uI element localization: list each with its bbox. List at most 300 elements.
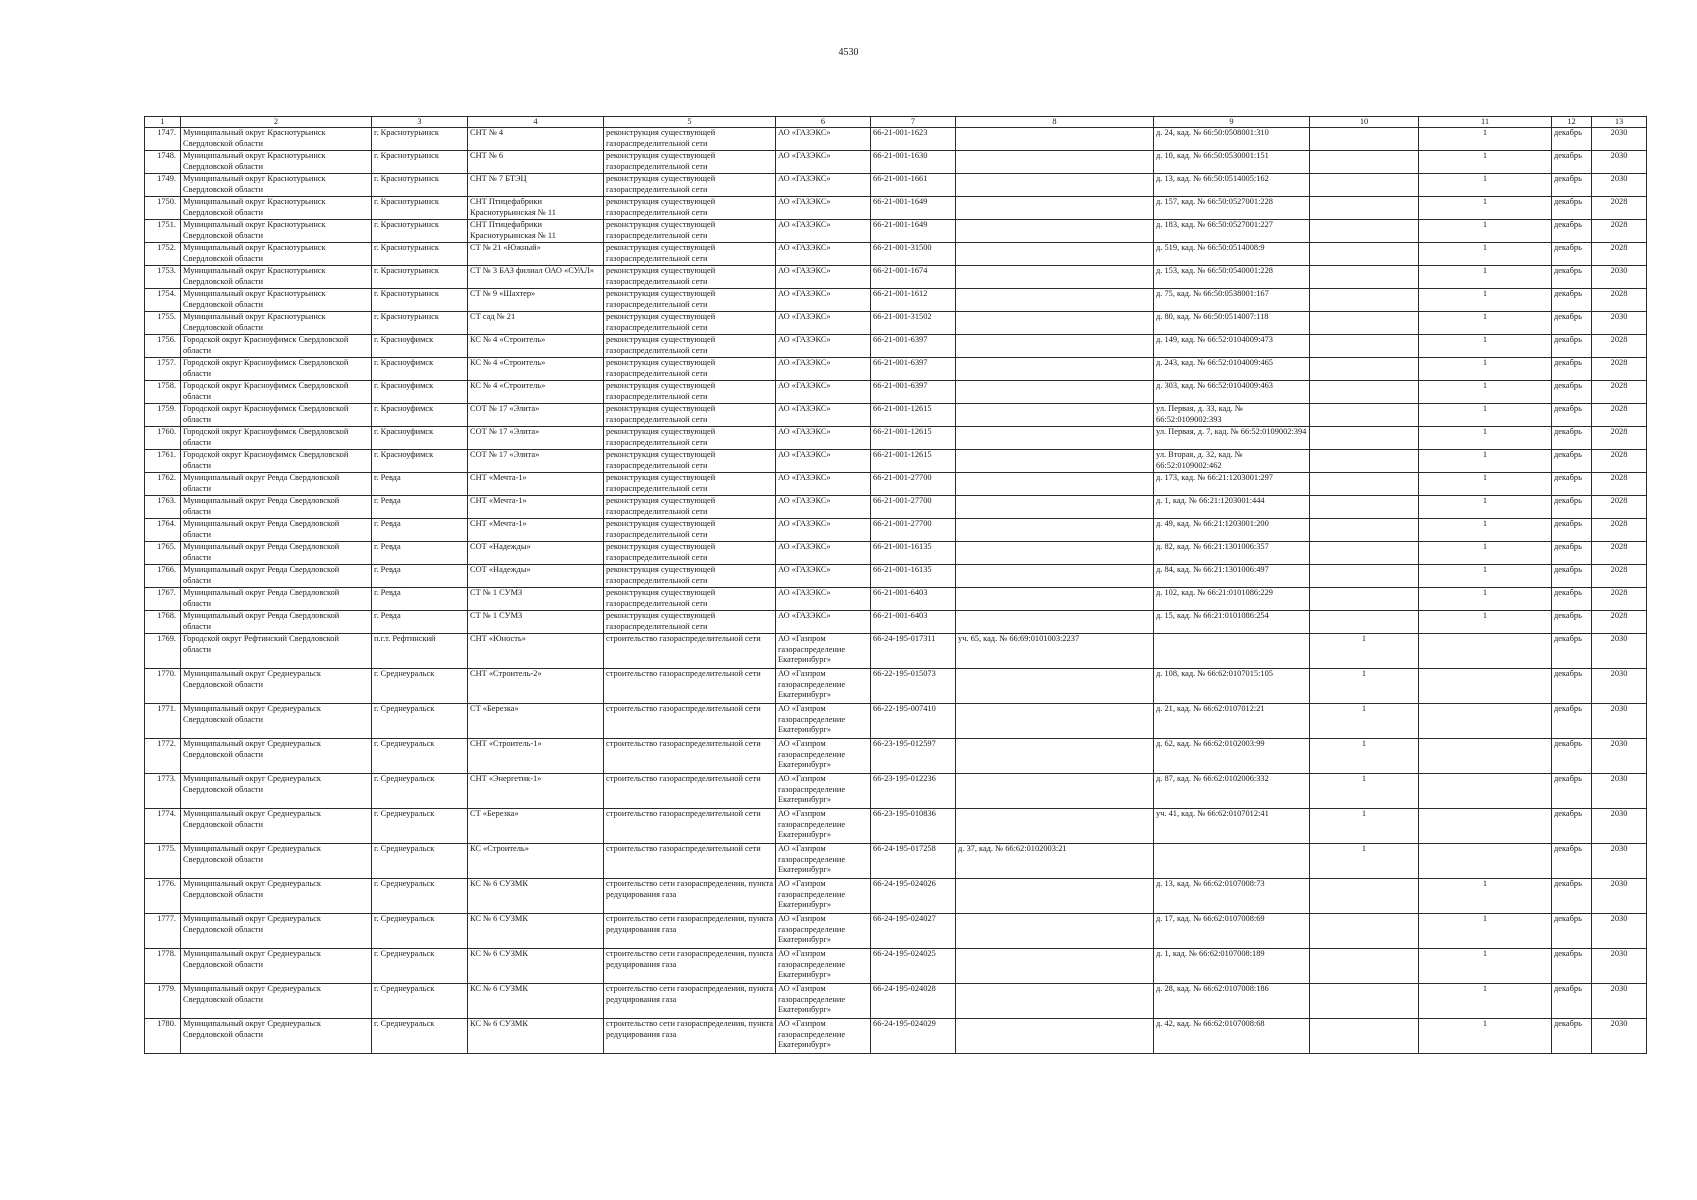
address-cell-9: д. 303, кад. № 66:52:0104009:463 bbox=[1154, 381, 1310, 404]
program-code-cell: 66-21-001-31502 bbox=[871, 312, 956, 335]
count-cell-11: 1 bbox=[1419, 381, 1552, 404]
address-cell-9: ул. Первая, д. 7, кад. № 66:52:0109002:394 bbox=[1154, 427, 1310, 450]
organization-cell: АО «Газпром газораспределение Екатеринбург» bbox=[776, 634, 871, 669]
row-number: 1774. bbox=[145, 809, 181, 844]
month-cell: декабрь bbox=[1552, 588, 1592, 611]
address-cell-9: д. 62, кад. № 66:62:0102003:99 bbox=[1154, 739, 1310, 774]
program-code-cell: 66-22-195-015073 bbox=[871, 669, 956, 704]
data-table bbox=[144, 116, 1647, 1054]
column-header: 5 bbox=[604, 117, 776, 128]
program-code-cell: 66-21-001-1630 bbox=[871, 151, 956, 174]
work-type-cell: реконструкция существующей газораспределительной сети bbox=[604, 335, 776, 358]
work-type-cell: реконструкция существующей газораспределительной сети bbox=[604, 496, 776, 519]
settlement-cell: г. Среднеуральск bbox=[372, 669, 468, 704]
object-cell: СНТ № 4 bbox=[468, 128, 604, 151]
municipality-cell: Муниципальный округ Среднеуральск Свердловской области bbox=[181, 844, 372, 879]
address-cell-9: уч. 41, кад. № 66:62:0107012:41 bbox=[1154, 809, 1310, 844]
address-cell-9: д. 21, кад. № 66:62:0107012:21 bbox=[1154, 704, 1310, 739]
program-code-cell: 66-24-195-024026 bbox=[871, 879, 956, 914]
count-cell-10: 1 bbox=[1310, 809, 1419, 844]
object-cell: СНТ «Мечта-1» bbox=[468, 519, 604, 542]
municipality-cell: Муниципальный округ Среднеуральск Свердловской области bbox=[181, 914, 372, 949]
settlement-cell: г. Ревда bbox=[372, 496, 468, 519]
organization-cell: АО «ГАЗЭКС» bbox=[776, 266, 871, 289]
address-cell-9: д. 84, кад. № 66:21:1301006:497 bbox=[1154, 565, 1310, 588]
count-cell-11: 1 bbox=[1419, 128, 1552, 151]
year-cell: 2028 bbox=[1592, 289, 1647, 312]
column-header: 13 bbox=[1592, 117, 1647, 128]
table-row bbox=[145, 809, 1647, 844]
program-code-cell: 66-21-001-31500 bbox=[871, 243, 956, 266]
organization-cell: АО «ГАЗЭКС» bbox=[776, 473, 871, 496]
table-row bbox=[145, 542, 1647, 565]
count-cell-11 bbox=[1419, 774, 1552, 809]
address-cell-9: д. 13, кад. № 66:50:0514005:162 bbox=[1154, 174, 1310, 197]
municipality-cell: Муниципальный округ Ревда Свердловской области bbox=[181, 519, 372, 542]
organization-cell: АО «Газпром газораспределение Екатеринбург» bbox=[776, 1019, 871, 1054]
settlement-cell: г. Краснотурьинск bbox=[372, 151, 468, 174]
count-cell-10 bbox=[1310, 312, 1419, 335]
address-cell-9: д. 149, кад. № 66:52:0104009:473 bbox=[1154, 335, 1310, 358]
program-code-cell: 66-21-001-27700 bbox=[871, 473, 956, 496]
municipality-cell: Городской округ Красноуфимск Свердловской области bbox=[181, 381, 372, 404]
organization-cell: АО «Газпром газораспределение Екатеринбург» bbox=[776, 774, 871, 809]
municipality-cell: Муниципальный округ Среднеуральск Свердловской области bbox=[181, 949, 372, 984]
settlement-cell: г. Красноуфимск bbox=[372, 358, 468, 381]
year-cell: 2030 bbox=[1592, 739, 1647, 774]
municipality-cell: Муниципальный округ Среднеуральск Свердловской области bbox=[181, 809, 372, 844]
program-code-cell: 66-21-001-16135 bbox=[871, 542, 956, 565]
row-number: 1760. bbox=[145, 427, 181, 450]
count-cell-10: 1 bbox=[1310, 739, 1419, 774]
count-cell-11: 1 bbox=[1419, 427, 1552, 450]
organization-cell: АО «Газпром газораспределение Екатеринбург» bbox=[776, 809, 871, 844]
row-number: 1776. bbox=[145, 879, 181, 914]
row-number: 1767. bbox=[145, 588, 181, 611]
year-cell: 2028 bbox=[1592, 197, 1647, 220]
column-header: 3 bbox=[372, 117, 468, 128]
municipality-cell: Муниципальный округ Ревда Свердловской области bbox=[181, 542, 372, 565]
program-code-cell: 66-23-195-010836 bbox=[871, 809, 956, 844]
month-cell: декабрь bbox=[1552, 914, 1592, 949]
object-cell: СНТ № 7 БТЭЦ bbox=[468, 174, 604, 197]
program-code-cell: 66-24-195-024029 bbox=[871, 1019, 956, 1054]
address-cell-8 bbox=[956, 473, 1154, 496]
settlement-cell: г. Краснотурьинск bbox=[372, 128, 468, 151]
address-cell-9: д. 108, кад. № 66:62:0107015:105 bbox=[1154, 669, 1310, 704]
month-cell: декабрь bbox=[1552, 984, 1592, 1019]
count-cell-10 bbox=[1310, 128, 1419, 151]
address-cell-9: ул. Первая, д. 33, кад. № 66:52:0109002:393 bbox=[1154, 404, 1310, 427]
organization-cell: АО «ГАЗЭКС» bbox=[776, 151, 871, 174]
municipality-cell: Муниципальный округ Среднеуральск Свердловской области bbox=[181, 774, 372, 809]
address-cell-9: д. 1, кад. № 66:62:0107008:189 bbox=[1154, 949, 1310, 984]
program-code-cell: 66-24-195-024028 bbox=[871, 984, 956, 1019]
row-number: 1762. bbox=[145, 473, 181, 496]
program-code-cell: 66-21-001-1612 bbox=[871, 289, 956, 312]
address-cell-9: д. 80, кад. № 66:50:0514007:118 bbox=[1154, 312, 1310, 335]
page-number: 4530 bbox=[838, 47, 859, 58]
program-code-cell: 66-21-001-6403 bbox=[871, 611, 956, 634]
address-cell-9: д. 173, кад. № 66:21:1203001:297 bbox=[1154, 473, 1310, 496]
table-row bbox=[145, 243, 1647, 266]
address-cell-8 bbox=[956, 404, 1154, 427]
year-cell: 2030 bbox=[1592, 266, 1647, 289]
settlement-cell: г. Ревда bbox=[372, 473, 468, 496]
program-code-cell: 66-21-001-6397 bbox=[871, 381, 956, 404]
month-cell: декабрь bbox=[1552, 128, 1592, 151]
municipality-cell: Муниципальный округ Ревда Свердловской области bbox=[181, 565, 372, 588]
count-cell-10 bbox=[1310, 984, 1419, 1019]
organization-cell: АО «ГАЗЭКС» bbox=[776, 496, 871, 519]
count-cell-10 bbox=[1310, 949, 1419, 984]
program-code-cell: 66-24-195-017311 bbox=[871, 634, 956, 669]
row-number: 1770. bbox=[145, 669, 181, 704]
month-cell: декабрь bbox=[1552, 358, 1592, 381]
month-cell: декабрь bbox=[1552, 774, 1592, 809]
settlement-cell: г. Красноуфимск bbox=[372, 404, 468, 427]
object-cell: СНТ Птицефабрики Краснотурьинская № 11 bbox=[468, 220, 604, 243]
month-cell: декабрь bbox=[1552, 844, 1592, 879]
column-header: 9 bbox=[1154, 117, 1310, 128]
object-cell: КС № 6 СУЗМК bbox=[468, 1019, 604, 1054]
work-type-cell: реконструкция существующей газораспределительной сети bbox=[604, 381, 776, 404]
count-cell-10 bbox=[1310, 473, 1419, 496]
year-cell: 2030 bbox=[1592, 174, 1647, 197]
count-cell-11: 1 bbox=[1419, 243, 1552, 266]
year-cell: 2028 bbox=[1592, 381, 1647, 404]
month-cell: декабрь bbox=[1552, 611, 1592, 634]
year-cell: 2028 bbox=[1592, 473, 1647, 496]
program-code-cell: 66-21-001-1649 bbox=[871, 197, 956, 220]
program-code-cell: 66-21-001-1661 bbox=[871, 174, 956, 197]
row-number: 1769. bbox=[145, 634, 181, 669]
row-number: 1759. bbox=[145, 404, 181, 427]
settlement-cell: г. Среднеуральск bbox=[372, 984, 468, 1019]
table-row bbox=[145, 984, 1647, 1019]
settlement-cell: г. Красноуфимск bbox=[372, 427, 468, 450]
header-row bbox=[145, 117, 1647, 128]
year-cell: 2030 bbox=[1592, 879, 1647, 914]
month-cell: декабрь bbox=[1552, 669, 1592, 704]
work-type-cell: строительство газораспределительной сети bbox=[604, 739, 776, 774]
year-cell: 2030 bbox=[1592, 151, 1647, 174]
program-code-cell: 66-21-001-12615 bbox=[871, 427, 956, 450]
municipality-cell: Городской округ Красноуфимск Свердловской области bbox=[181, 335, 372, 358]
count-cell-11: 1 bbox=[1419, 358, 1552, 381]
month-cell: декабрь bbox=[1552, 473, 1592, 496]
count-cell-10 bbox=[1310, 243, 1419, 266]
row-number: 1751. bbox=[145, 220, 181, 243]
program-code-cell: 66-22-195-007410 bbox=[871, 704, 956, 739]
address-cell-8 bbox=[956, 588, 1154, 611]
address-cell-8 bbox=[956, 565, 1154, 588]
year-cell: 2030 bbox=[1592, 914, 1647, 949]
program-code-cell: 66-21-001-1674 bbox=[871, 266, 956, 289]
program-code-cell: 66-21-001-1623 bbox=[871, 128, 956, 151]
work-type-cell: реконструкция существующей газораспределительной сети bbox=[604, 312, 776, 335]
organization-cell: АО «ГАЗЭКС» bbox=[776, 427, 871, 450]
address-cell-9: д. 42, кад. № 66:62:0107008:68 bbox=[1154, 1019, 1310, 1054]
column-header: 8 bbox=[956, 117, 1154, 128]
settlement-cell: г. Краснотурьинск bbox=[372, 220, 468, 243]
count-cell-10 bbox=[1310, 565, 1419, 588]
work-type-cell: реконструкция существующей газораспределительной сети bbox=[604, 128, 776, 151]
organization-cell: АО «ГАЗЭКС» bbox=[776, 611, 871, 634]
count-cell-10 bbox=[1310, 519, 1419, 542]
address-cell-8 bbox=[956, 984, 1154, 1019]
month-cell: декабрь bbox=[1552, 312, 1592, 335]
municipality-cell: Муниципальный округ Краснотурьинск Свердловской области bbox=[181, 243, 372, 266]
address-cell-8 bbox=[956, 220, 1154, 243]
month-cell: декабрь bbox=[1552, 197, 1592, 220]
row-number: 1761. bbox=[145, 450, 181, 473]
table-row bbox=[145, 335, 1647, 358]
count-cell-10 bbox=[1310, 151, 1419, 174]
address-cell-9: д. 17, кад. № 66:62:0107008:69 bbox=[1154, 914, 1310, 949]
organization-cell: АО «Газпром газораспределение Екатеринбург» bbox=[776, 949, 871, 984]
object-cell: СНТ «Мечта-1» bbox=[468, 496, 604, 519]
work-type-cell: реконструкция существующей газораспределительной сети bbox=[604, 358, 776, 381]
work-type-cell: строительство газораспределительной сети bbox=[604, 669, 776, 704]
count-cell-11: 1 bbox=[1419, 1019, 1552, 1054]
organization-cell: АО «Газпром газораспределение Екатеринбург» bbox=[776, 669, 871, 704]
object-cell: СОТ № 17 «Элита» bbox=[468, 427, 604, 450]
count-cell-11 bbox=[1419, 844, 1552, 879]
row-number: 1749. bbox=[145, 174, 181, 197]
organization-cell: АО «ГАЗЭКС» bbox=[776, 404, 871, 427]
count-cell-11: 1 bbox=[1419, 220, 1552, 243]
count-cell-11: 1 bbox=[1419, 542, 1552, 565]
table-row bbox=[145, 151, 1647, 174]
table-row bbox=[145, 312, 1647, 335]
organization-cell: АО «ГАЗЭКС» bbox=[776, 450, 871, 473]
work-type-cell: реконструкция существующей газораспределительной сети bbox=[604, 542, 776, 565]
organization-cell: АО «Газпром газораспределение Екатеринбург» bbox=[776, 739, 871, 774]
count-cell-11: 1 bbox=[1419, 151, 1552, 174]
settlement-cell: г. Краснотурьинск bbox=[372, 289, 468, 312]
row-number: 1748. bbox=[145, 151, 181, 174]
count-cell-10 bbox=[1310, 427, 1419, 450]
settlement-cell: г. Ревда bbox=[372, 542, 468, 565]
object-cell: СТ сад № 21 bbox=[468, 312, 604, 335]
count-cell-11: 1 bbox=[1419, 450, 1552, 473]
table-row bbox=[145, 519, 1647, 542]
settlement-cell: г. Среднеуральск bbox=[372, 949, 468, 984]
organization-cell: АО «Газпром газораспределение Екатеринбург» bbox=[776, 879, 871, 914]
year-cell: 2030 bbox=[1592, 634, 1647, 669]
address-cell-8 bbox=[956, 266, 1154, 289]
count-cell-10 bbox=[1310, 496, 1419, 519]
row-number: 1758. bbox=[145, 381, 181, 404]
work-type-cell: реконструкция существующей газораспределительной сети bbox=[604, 151, 776, 174]
year-cell: 2028 bbox=[1592, 450, 1647, 473]
table-row bbox=[145, 704, 1647, 739]
month-cell: декабрь bbox=[1552, 289, 1592, 312]
column-header: 12 bbox=[1552, 117, 1592, 128]
work-type-cell: реконструкция существующей газораспределительной сети bbox=[604, 174, 776, 197]
row-number: 1766. bbox=[145, 565, 181, 588]
year-cell: 2030 bbox=[1592, 128, 1647, 151]
settlement-cell: г. Ревда bbox=[372, 588, 468, 611]
year-cell: 2030 bbox=[1592, 669, 1647, 704]
address-cell-8 bbox=[956, 879, 1154, 914]
row-number: 1773. bbox=[145, 774, 181, 809]
object-cell: КС № 4 «Строитель» bbox=[468, 335, 604, 358]
settlement-cell: г. Красноуфимск bbox=[372, 335, 468, 358]
count-cell-10: 1 bbox=[1310, 669, 1419, 704]
work-type-cell: строительство газораспределительной сети bbox=[604, 844, 776, 879]
organization-cell: АО «ГАЗЭКС» bbox=[776, 381, 871, 404]
address-cell-9: д. 75, кад. № 66:50:0538001:167 bbox=[1154, 289, 1310, 312]
organization-cell: АО «Газпром газораспределение Екатеринбург» bbox=[776, 914, 871, 949]
month-cell: декабрь bbox=[1552, 949, 1592, 984]
year-cell: 2030 bbox=[1592, 774, 1647, 809]
program-code-cell: 66-21-001-12615 bbox=[871, 450, 956, 473]
organization-cell: АО «ГАЗЭКС» bbox=[776, 243, 871, 266]
table-row bbox=[145, 496, 1647, 519]
column-header: 4 bbox=[468, 117, 604, 128]
address-cell-9: д. 10, кад. № 66:50:0530001:151 bbox=[1154, 151, 1310, 174]
month-cell: декабрь bbox=[1552, 381, 1592, 404]
address-cell-8 bbox=[956, 774, 1154, 809]
organization-cell: АО «ГАЗЭКС» bbox=[776, 312, 871, 335]
address-cell-8 bbox=[956, 450, 1154, 473]
work-type-cell: реконструкция существующей газораспределительной сети bbox=[604, 220, 776, 243]
address-cell-8 bbox=[956, 949, 1154, 984]
organization-cell: АО «ГАЗЭКС» bbox=[776, 358, 871, 381]
work-type-cell: реконструкция существующей газораспределительной сети bbox=[604, 588, 776, 611]
settlement-cell: г. Ревда bbox=[372, 519, 468, 542]
address-cell-9: ул. Вторая, д. 32, кад. № 66:52:0109002:462 bbox=[1154, 450, 1310, 473]
table-row bbox=[145, 358, 1647, 381]
count-cell-11 bbox=[1419, 809, 1552, 844]
year-cell: 2028 bbox=[1592, 496, 1647, 519]
organization-cell: АО «ГАЗЭКС» bbox=[776, 197, 871, 220]
organization-cell: АО «ГАЗЭКС» bbox=[776, 335, 871, 358]
municipality-cell: Муниципальный округ Краснотурьинск Свердловской области bbox=[181, 128, 372, 151]
object-cell: СТ № 1 СУМЗ bbox=[468, 611, 604, 634]
settlement-cell: п.г.т. Рефтинский bbox=[372, 634, 468, 669]
column-header: 6 bbox=[776, 117, 871, 128]
settlement-cell: г. Среднеуральск bbox=[372, 844, 468, 879]
object-cell: СТ № 9 «Шахтер» bbox=[468, 289, 604, 312]
work-type-cell: реконструкция существующей газораспределительной сети bbox=[604, 266, 776, 289]
work-type-cell: реконструкция существующей газораспределительной сети bbox=[604, 404, 776, 427]
address-cell-8 bbox=[956, 289, 1154, 312]
month-cell: декабрь bbox=[1552, 151, 1592, 174]
count-cell-11: 1 bbox=[1419, 289, 1552, 312]
object-cell: КС № 6 СУЗМК bbox=[468, 949, 604, 984]
count-cell-11: 1 bbox=[1419, 312, 1552, 335]
address-cell-9: д. 28, кад. № 66:62:0107008:186 bbox=[1154, 984, 1310, 1019]
organization-cell: АО «ГАЗЭКС» bbox=[776, 289, 871, 312]
work-type-cell: реконструкция существующей газораспределительной сети bbox=[604, 450, 776, 473]
count-cell-11 bbox=[1419, 669, 1552, 704]
work-type-cell: строительство сети газораспределения, пункта редуцирования газа bbox=[604, 914, 776, 949]
work-type-cell: реконструкция существующей газораспределительной сети bbox=[604, 289, 776, 312]
organization-cell: АО «ГАЗЭКС» bbox=[776, 220, 871, 243]
object-cell: СТ № 1 СУМЗ bbox=[468, 588, 604, 611]
table-body bbox=[145, 117, 1647, 1054]
work-type-cell: строительство сети газораспределения, пункта редуцирования газа bbox=[604, 984, 776, 1019]
count-cell-10 bbox=[1310, 914, 1419, 949]
object-cell: КС № 6 СУЗМК bbox=[468, 914, 604, 949]
object-cell: СТ № 21 «Южный» bbox=[468, 243, 604, 266]
settlement-cell: г. Ревда bbox=[372, 565, 468, 588]
year-cell: 2028 bbox=[1592, 220, 1647, 243]
row-number: 1780. bbox=[145, 1019, 181, 1054]
municipality-cell: Муниципальный округ Краснотурьинск Свердловской области bbox=[181, 151, 372, 174]
row-number: 1768. bbox=[145, 611, 181, 634]
month-cell: декабрь bbox=[1552, 243, 1592, 266]
year-cell: 2030 bbox=[1592, 809, 1647, 844]
column-header: 10 bbox=[1310, 117, 1419, 128]
address-cell-8 bbox=[956, 381, 1154, 404]
count-cell-11: 1 bbox=[1419, 588, 1552, 611]
work-type-cell: реконструкция существующей газораспределительной сети bbox=[604, 197, 776, 220]
year-cell: 2028 bbox=[1592, 565, 1647, 588]
column-header: 7 bbox=[871, 117, 956, 128]
address-cell-9: д. 15, кад. № 66:21:0101086:254 bbox=[1154, 611, 1310, 634]
row-number: 1752. bbox=[145, 243, 181, 266]
row-number: 1777. bbox=[145, 914, 181, 949]
work-type-cell: реконструкция существующей газораспределительной сети bbox=[604, 473, 776, 496]
column-header: 1 bbox=[145, 117, 181, 128]
address-cell-8 bbox=[956, 1019, 1154, 1054]
row-number: 1757. bbox=[145, 358, 181, 381]
object-cell: КС «Строитель» bbox=[468, 844, 604, 879]
row-number: 1763. bbox=[145, 496, 181, 519]
count-cell-10 bbox=[1310, 611, 1419, 634]
address-cell-8 bbox=[956, 197, 1154, 220]
municipality-cell: Муниципальный округ Среднеуральск Свердловской области bbox=[181, 739, 372, 774]
municipality-cell: Муниципальный округ Среднеуральск Свердловской области bbox=[181, 879, 372, 914]
address-cell-8 bbox=[956, 542, 1154, 565]
address-cell-8: д. 37, кад. № 66:62:0102003:21 bbox=[956, 844, 1154, 879]
count-cell-10 bbox=[1310, 588, 1419, 611]
address-cell-9 bbox=[1154, 634, 1310, 669]
year-cell: 2028 bbox=[1592, 243, 1647, 266]
row-number: 1778. bbox=[145, 949, 181, 984]
table-row bbox=[145, 774, 1647, 809]
address-cell-9: д. 153, кад. № 66:50:0540001:228 bbox=[1154, 266, 1310, 289]
program-code-cell: 66-21-001-27700 bbox=[871, 496, 956, 519]
row-number: 1754. bbox=[145, 289, 181, 312]
program-code-cell: 66-24-195-024027 bbox=[871, 914, 956, 949]
settlement-cell: г. Среднеуральск bbox=[372, 774, 468, 809]
month-cell: декабрь bbox=[1552, 427, 1592, 450]
organization-cell: АО «Газпром газораспределение Екатеринбург» bbox=[776, 984, 871, 1019]
work-type-cell: строительство газораспределительной сети bbox=[604, 634, 776, 669]
row-number: 1753. bbox=[145, 266, 181, 289]
address-cell-8: уч. 65, кад. № 66:69:0101003:2237 bbox=[956, 634, 1154, 669]
object-cell: КС № 6 СУЗМК bbox=[468, 984, 604, 1019]
address-cell-8 bbox=[956, 914, 1154, 949]
row-number: 1765. bbox=[145, 542, 181, 565]
settlement-cell: г. Среднеуральск bbox=[372, 809, 468, 844]
municipality-cell: Муниципальный округ Ревда Свердловской области bbox=[181, 611, 372, 634]
table-row bbox=[145, 381, 1647, 404]
table-row bbox=[145, 197, 1647, 220]
row-number: 1775. bbox=[145, 844, 181, 879]
count-cell-10 bbox=[1310, 381, 1419, 404]
municipality-cell: Городской округ Красноуфимск Свердловской области bbox=[181, 358, 372, 381]
address-cell-8 bbox=[956, 496, 1154, 519]
row-number: 1772. bbox=[145, 739, 181, 774]
month-cell: декабрь bbox=[1552, 335, 1592, 358]
settlement-cell: г. Краснотурьинск bbox=[372, 312, 468, 335]
